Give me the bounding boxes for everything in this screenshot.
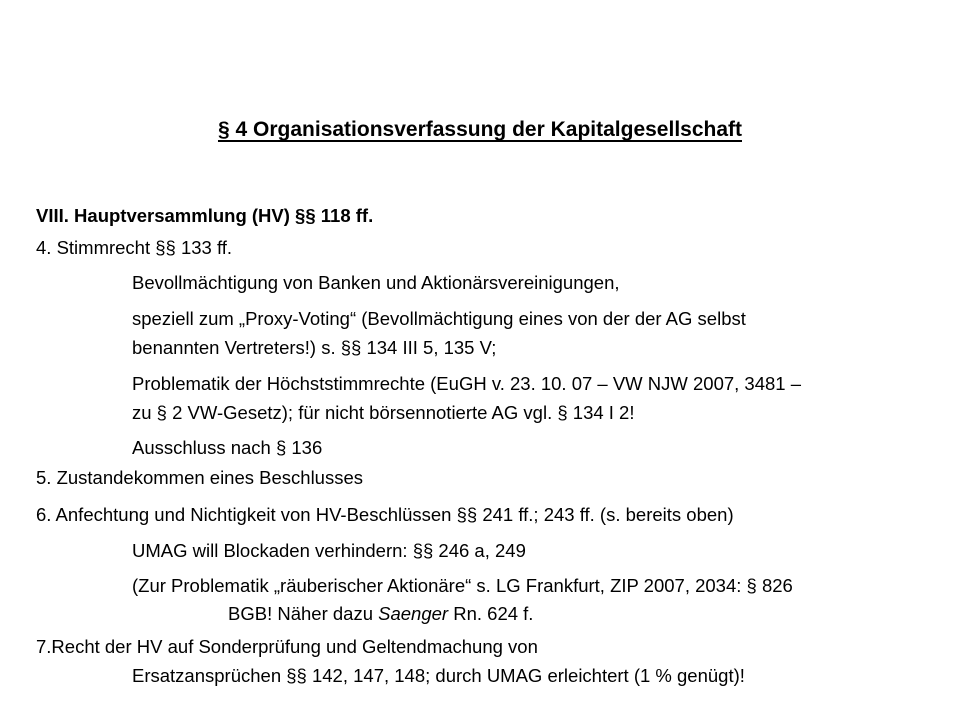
paragraph-4: Ausschluss nach § 136 bbox=[132, 437, 323, 458]
paragraph-1: Bevollmächtigung von Banken und Aktionärsvereinigungen, bbox=[132, 272, 620, 293]
paragraph-3-line-1: Problematik der Höchststimmrechte (EuGH v. 23. 10. 07 – VW NJW 2007, 3481 – bbox=[132, 373, 802, 394]
item-6-heading: 6. Anfechtung und Nichtigkeit von HV-Beschlüssen §§ 241 ff.; 243 ff. (s. bereits oben) bbox=[36, 504, 734, 525]
section-heading: VIII. Hauptversammlung (HV) §§ 118 ff. bbox=[36, 205, 374, 226]
paragraph-5: UMAG will Blockaden verhindern: §§ 246 a, 249 bbox=[132, 540, 526, 561]
paragraph-2-line-1: speziell zum „Proxy-Voting“ (Bevollmächtigung eines von der der AG selbst bbox=[132, 308, 746, 329]
item-4-heading: 4. Stimmrecht §§ 133 ff. bbox=[36, 237, 233, 258]
paragraph-6-line-2 bbox=[228, 601, 533, 627]
author-reference: Saenger bbox=[378, 603, 449, 624]
item-7-line-1: 7.Recht der HV auf Sonderprüfung und Geltendmachung von bbox=[36, 636, 538, 657]
paragraph-6-text-pre: BGB! Näher dazu bbox=[228, 603, 379, 624]
paragraph-3-line-2: zu § 2 VW-Gesetz); für nicht börsennotierte AG vgl. § 134 I 2! bbox=[132, 402, 635, 423]
item-7-line-2: Ersatzansprüchen §§ 142, 147, 148; durch UMAG erleichtert (1 % genügt)! bbox=[132, 665, 745, 686]
item-5-heading: 5. Zustandekommen eines Beschlusses bbox=[36, 467, 364, 488]
slide-title: § 4 Organisationsverfassung der Kapitalgesellschaft bbox=[217, 118, 742, 141]
paragraph-2-line-2: benannten Vertreters!) s. §§ 134 III 5, 135 V; bbox=[132, 337, 497, 358]
paragraph-6-line-1: (Zur Problematik „räuberischer Aktionäre“ s. LG Frankfurt, ZIP 2007, 2034: § 826 bbox=[132, 575, 793, 596]
paragraph-6-text-post: Rn. 624 f. bbox=[448, 603, 534, 624]
